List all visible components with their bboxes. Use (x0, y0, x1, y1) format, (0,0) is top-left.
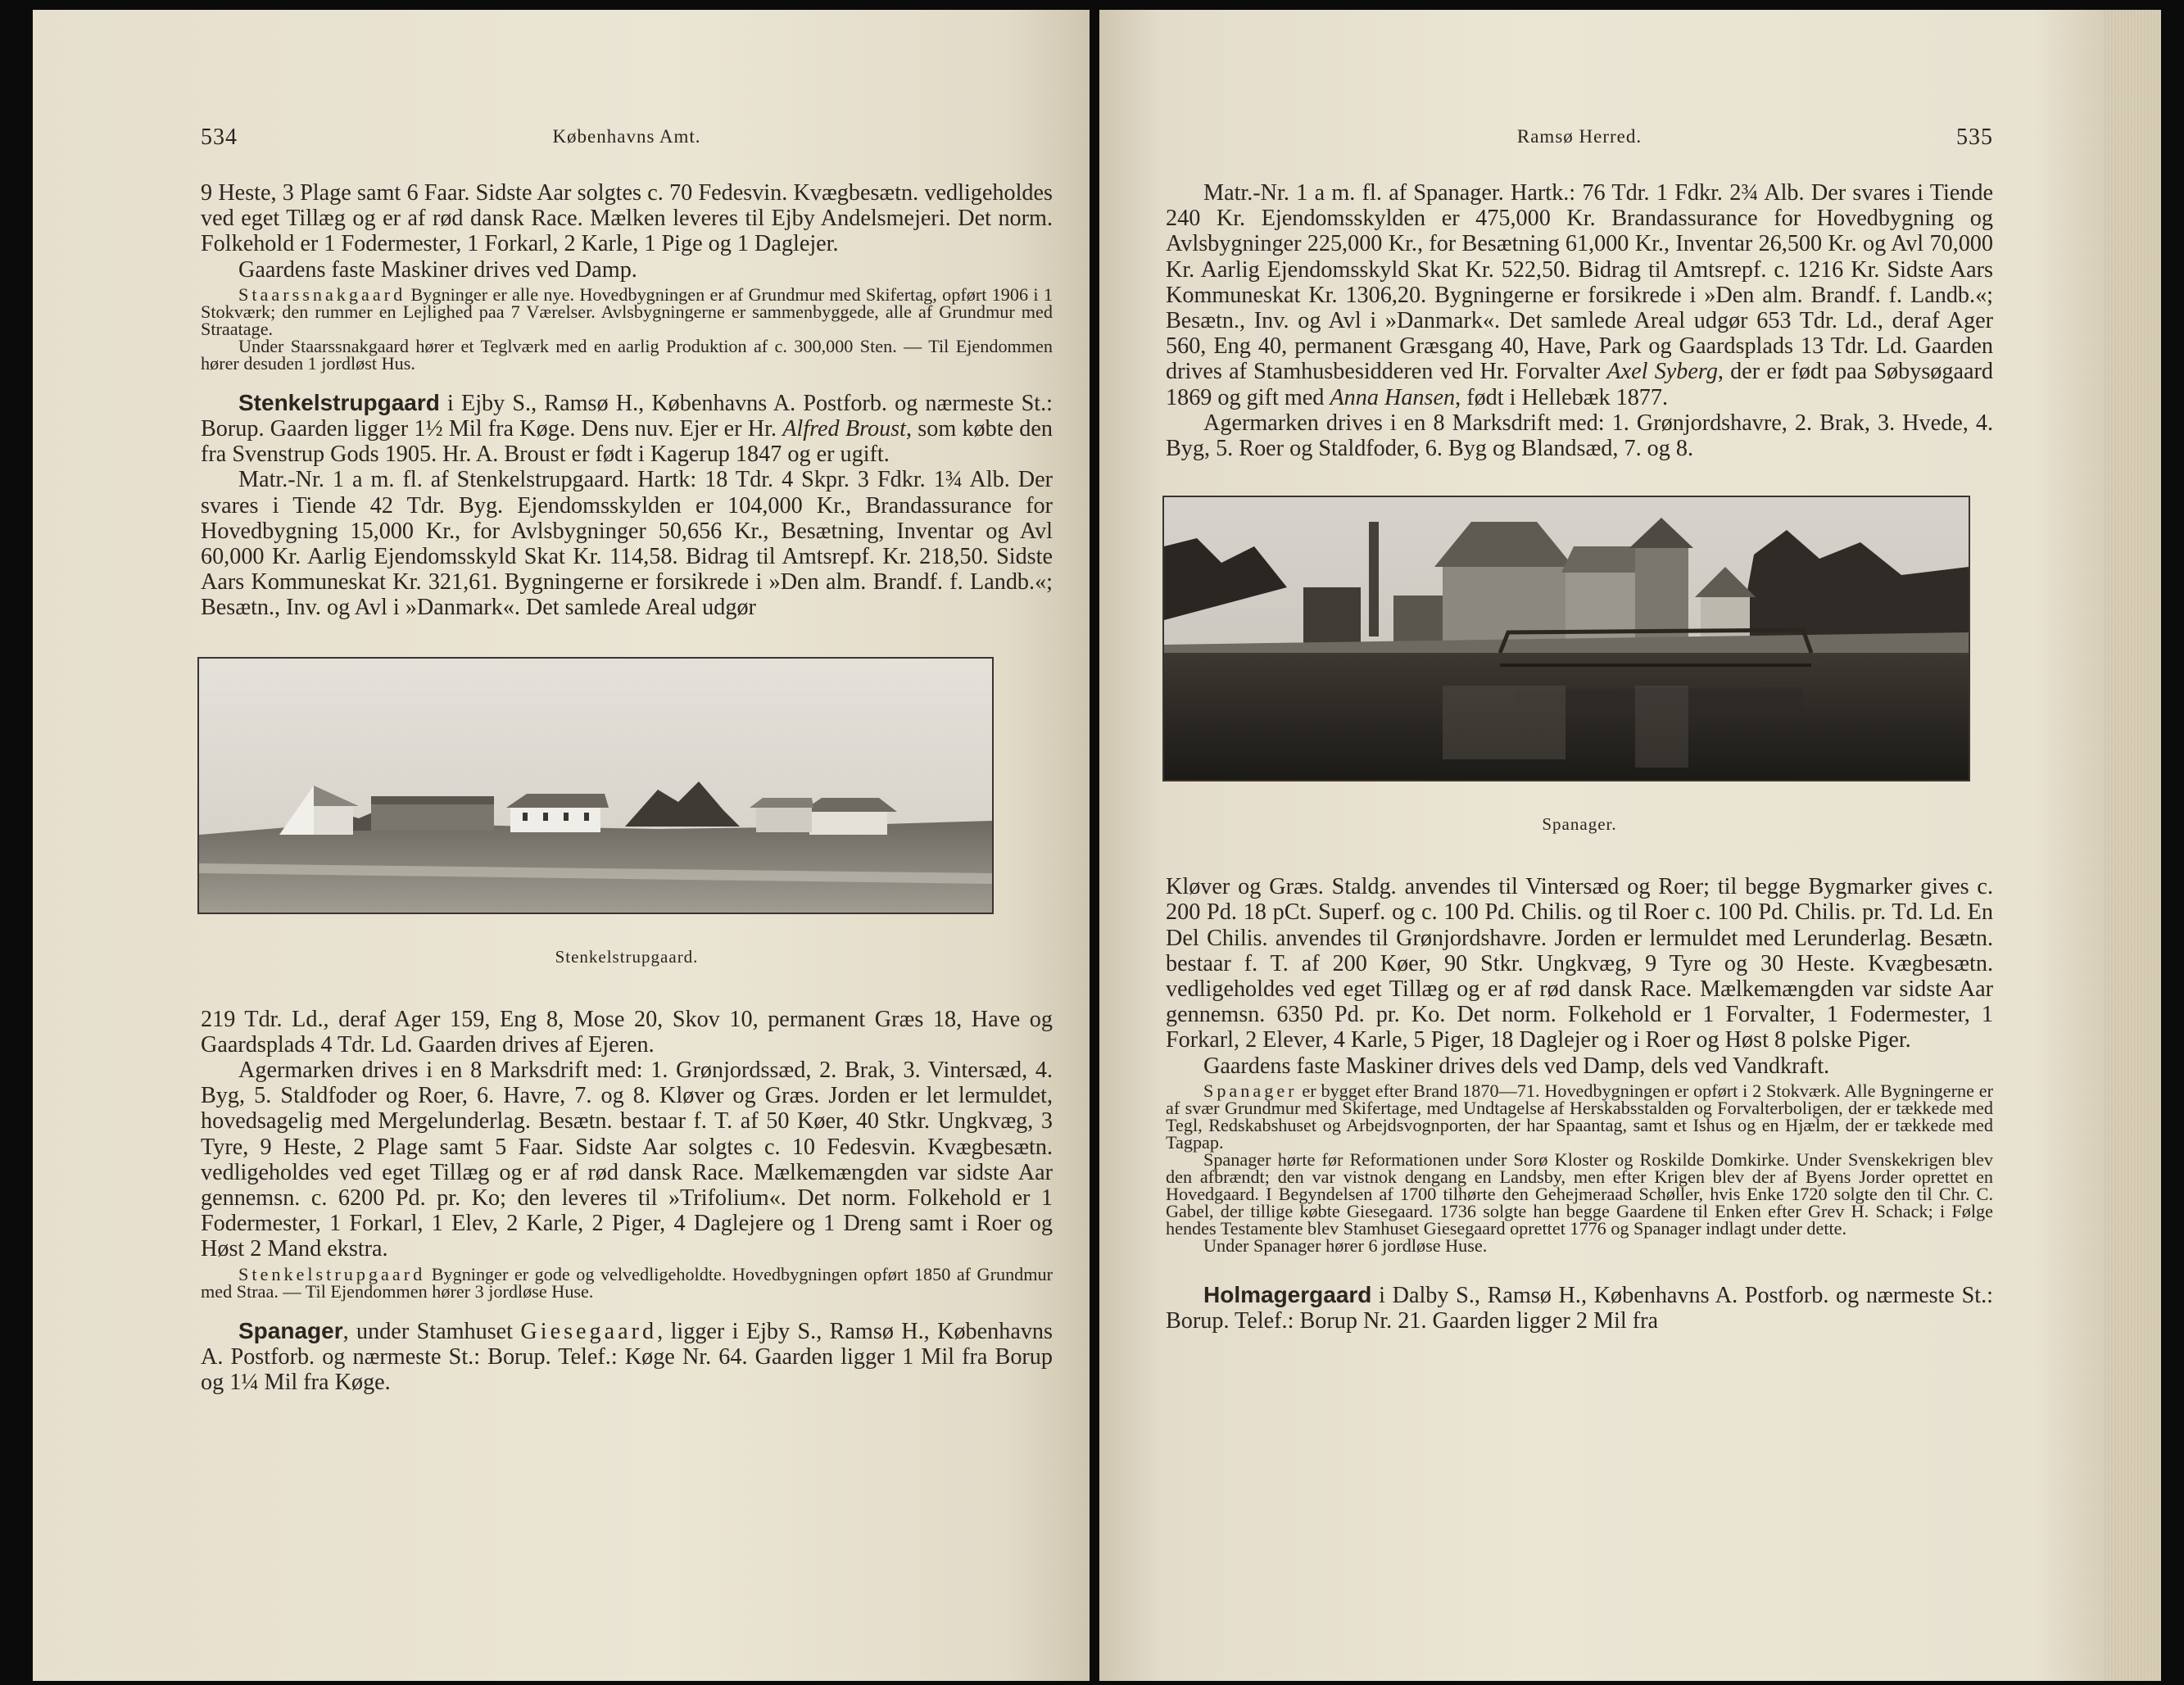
photo-caption: Spanager. (1542, 814, 1617, 835)
paragraph: 219 Tdr. Ld., deraf Ager 159, Eng 8, Mose 20, Skov 10, permanent Græs 18, Have og Gaardsplads 4 Tdr. Ld. Gaarden drives af Ejeren. (201, 1006, 1053, 1058)
paragraph: Agermarken drives i en 8 Marksdrift med: 1. Grønjordssæd, 2. Brak, 3. Vintersæd, 4. Byg, 5. Staldfoder og Roer, 6. Havre, 7. og 8. Kløver og Græs. Jorden er let lermuldet, hovedsagelig med Mergelunderlag. Besætn. bestaar f. T. af 50 Køer, 40 Stkr. Ungkvæg, 3 Tyre, 9 Heste, 2 Plage samt 5 Faar. Sidste Aar solgtes c. 10 Fedesvin. Kvægbesætn. vedligeholdes ved eget Tillæg og er af rød dansk Race. Mælkemængden var sidste Aar gennemsn. c. 6200 Pd. pr. Ko; den leveres til »Trifolium«. Det norm. Folkehold er 1 Fodermester, 1 Forkarl, 1 Elev, 2 Karle, 2 Piger, 4 Daglejere og 1 Dreng samt i Roer og Høst 2 Mand ekstra. (201, 1058, 1053, 1262)
para-text: , født i Hellebæk 1877. (1455, 384, 1669, 410)
spaced-name: Stenkelstrupgaard (238, 1263, 426, 1284)
paragraph: Agermarken drives i en 8 Marksdrift med: 1. Grønjordshavre, 2. Brak, 3. Hvede, 4. Byg, 5. Roer og Staldfoder, 6. Byg og Blandsæd, 7. og 8. (1166, 410, 1993, 462)
paragraph: Gaardens faste Maskiner drives ved Damp. (238, 256, 637, 283)
para-text: , der er født paa Søbysøgaard 1869 og gift med (1166, 359, 1993, 410)
paragraph: Gaardens faste Maskiner drives dels ved Damp, dels ved Vandkraft. (1203, 1053, 1830, 1079)
paragraph: Matr.-Nr. 1 a m. fl. af Stenkelstrupgaard. Hartk: 18 Tdr. 4 Skpr. 3 Fdkr. 1¾ Alb. Der svares i Tiende 42 Tdr. Byg. Ejendomsskylden er 104,000 Kr., Brandassurance for Hovedbygning 15,000 Kr., for Avlsbygninger 50,656 Kr., Besætning, Inventar og Avl 60,000 Kr. Aarlig Ejendomsskyld Skat Kr. 114,58. Bidrag til Amtsrepf. Kr. 218,50. Sidste Aars Kommuneskat Kr. 321,61. Bygningerne er forsikrede i »Den alm. Brandf. f. Landb.«; Besætn., Inv. og Avl i »Danmark«. Det samlede Areal udgør (201, 467, 1053, 621)
wife-name: Anna Hansen (1330, 384, 1456, 410)
entry-text: , ligger i Ejby S., Ramsø H., Københavns A. Postforb. og nærmeste St.: Borup. Telef.: Køge Nr. 64. Gaarden ligger 1 Mil fra Borup og 1¼ Mil fra Køge. (201, 1318, 1053, 1396)
spaced-name: Spanager (1203, 1080, 1298, 1101)
photo-caption: Stenkelstrupgaard. (555, 946, 699, 967)
photo-figure (201, 657, 1053, 967)
left-page-content (201, 125, 1053, 1395)
small-note: Under Spanager hører 6 jordløse Huse. (1203, 1234, 1488, 1256)
entry-text: , under Stamhuset (342, 1318, 521, 1344)
small-note (201, 1263, 1053, 1302)
paragraph (1166, 180, 1993, 410)
running-head-title: Ramsø Herred. (1516, 126, 1643, 147)
estate-name: Holmagergaard (1203, 1281, 1372, 1307)
small-note: Spanager hørte før Reformationen under Sorø Kloster og Roskilde Domkirke. Under Svenskekrigen blev den afbrændt; den var vistnok dengang en Landsby, men efter Krigen blev der af Byens Jorder oprettet en Hovedgaard. I Begyndelsen af 1700 tilhørte den Gehejmeraad Schøller, hvis Enke 1720 solgte den til Chr. C. Gabel, der tillige købte Giesegaard. 1736 solgte han begge Gaardene til Enken efter Grev H. Schack; i Følge hendes Testamente blev Stamhuset Giesegaard oprettet 1776 og Spanager indlagt under dette. (1166, 1148, 1993, 1239)
paragraph: 9 Heste, 3 Plage samt 6 Faar. Sidste Aar solgtes c. 70 Fedesvin. Kvægbesætn. vedligeholdes ved eget Tillæg og er af rød dansk Race. Mælken leveres til Ejby Andelsmejeri. Det norm. Folkehold er 1 Fodermester, 1 Forkarl, 2 Karle, 1 Pige og 1 Daglejer. (201, 180, 1053, 257)
left-running-head (201, 125, 1053, 157)
entry-paragraph (1166, 1282, 1993, 1334)
small-note (1166, 1082, 1993, 1151)
page-edge (2104, 10, 2161, 1681)
right-page (1099, 10, 2161, 1681)
estate-name: Spanager (238, 1317, 343, 1343)
entry-text: , som købte den fra Svenstrup Gods 1905. Hr. A. Broust er født i Kagerup 1847 og er ugift. (201, 416, 1053, 468)
entry-text: i Dalby S., Ramsø H., Københavns A. Postforb. og nærmeste St.: Borup. Telef.: Borup Nr. 21. Gaarden ligger 2 Mil fra (1166, 1282, 1993, 1334)
photo-stenkelstrupgaard (197, 657, 994, 914)
manager-name: Axel Syberg (1606, 359, 1718, 385)
entry-paragraph (201, 1318, 1053, 1396)
photo-spanager (1162, 496, 1970, 781)
small-note (201, 283, 1053, 339)
spaced-name: Giesegaard (520, 1318, 658, 1344)
left-page (33, 10, 1090, 1681)
running-head-title: Københavns Amt. (552, 126, 701, 147)
entry-text: i Ejby S., Ramsø H., Københavns A. Postforb. og nærmeste St.: Borup. Gaarden ligger 1½ Mil fra Køge. Dens nuv. Ejer er Hr. (201, 390, 1053, 442)
entry-paragraph (201, 390, 1053, 468)
paragraph: Kløver og Græs. Staldg. anvendes til Vintersæd og Roer; til begge Bygmarker gives c. 200 Pd. 18 pCt. Superf. og c. 100 Pd. Chilis. og til Roer c. 100 Pd. Chilis. pr. Td. Ld. En Del Chilis. anvendes til Grønjordshavre. Jorden er lermuldet med Lerunderlag. Besætn. bestaar f. T. af 200 Køer, 90 Stkr. Ungkvæg, 9 Tyre og 30 Heste. Kvægbesætn. vedligeholdes ved eget Tillæg og er af rød dansk Race. Mælkemængden var sidste Aar gennemsn. 6350 Pd. pr. Ko. Det norm. Folkehold er 1 Forvalter, 1 Fodermester, 1 Forkarl, 2 Elever, 4 Karle, 5 Piger, 18 Daglejer og i Roer og Høst 8 polske Piger. (1166, 874, 1993, 1053)
note-text: Bygninger er gode og velvedligeholdte. Hovedbygningen opført 1850 af Grundmur med Straa. — Til Ejendommen hører 3 jordløse Huse. (201, 1263, 1053, 1302)
note-text: er bygget efter Brand 1870—71. Hovedbygningen er opført i 2 Stokværk. Alle Bygningerne er af svær Grundmur med Skifertage, med Undtagelse af Herskabsstalden og Forvalterboligen, der er tækkede med Tegl, Redskabshuset og Arbejdsvognporten, der har Spaantag, samt et Ishus og en Hjælm, der er tækkede med Tagpap. (1166, 1080, 1993, 1153)
page-number: 535 (1956, 125, 1993, 150)
spaced-name: Staarssnakgaard (238, 283, 406, 305)
para-text: Matr.-Nr. 1 a m. fl. af Spanager. Hartk.: 76 Tdr. 1 Fdkr. 2¾ Alb. Der svares i Tiende 240 Kr. Ejendomsskylden er 475,000 Kr. Brandassurance for Hovedbygning og Avlsbygninger 225,000 Kr., for Besætning 61,000 Kr., Inventar 26,500 Kr. og Avl 70,000 Kr. Aarlig Ejendomsskyld Skat Kr. 522,50. Bidrag til Amtsrepf. c. 1216 Kr. Sidste Aars Kommuneskat Kr. 1306,20. Bygningerne er forsikrede i »Den alm. Brandf. f. Landb.«; Besætn., Inv. og Avl i »Danmark«. Det samlede Areal udgør 653 Tdr. Ld., deraf Ager 560, Eng 40, permanent Græsgang 40, Have, Park og Gaardsplads 13 Tdr. Ld. Gaarden drives af Stamhusbesidderen ved Hr. Forvalter (1166, 180, 1993, 385)
photo-figure (1166, 496, 1993, 835)
owner-name: Alfred Broust (782, 416, 906, 442)
note-text: Bygninger er alle nye. Hovedbygningen er af Grundmur med Skifertag, opført 1906 i 1 Stokværk; den rummer en Lejlighed paa 7 Værelser. Avlsbygningerne er sammenbyggede, alle af Grundmur med Straatage. (201, 283, 1053, 339)
estate-name: Stenkelstrupgaard (238, 389, 440, 415)
right-page-content (1166, 125, 1993, 1334)
small-note: Under Staarssnakgaard hører et Teglværk med en aarlig Produktion af c. 300,000 Sten. — Til Ejendommen hører desuden 1 jordløst Hus. (201, 335, 1053, 374)
page-number: 534 (201, 125, 238, 150)
right-running-head (1166, 125, 1993, 157)
